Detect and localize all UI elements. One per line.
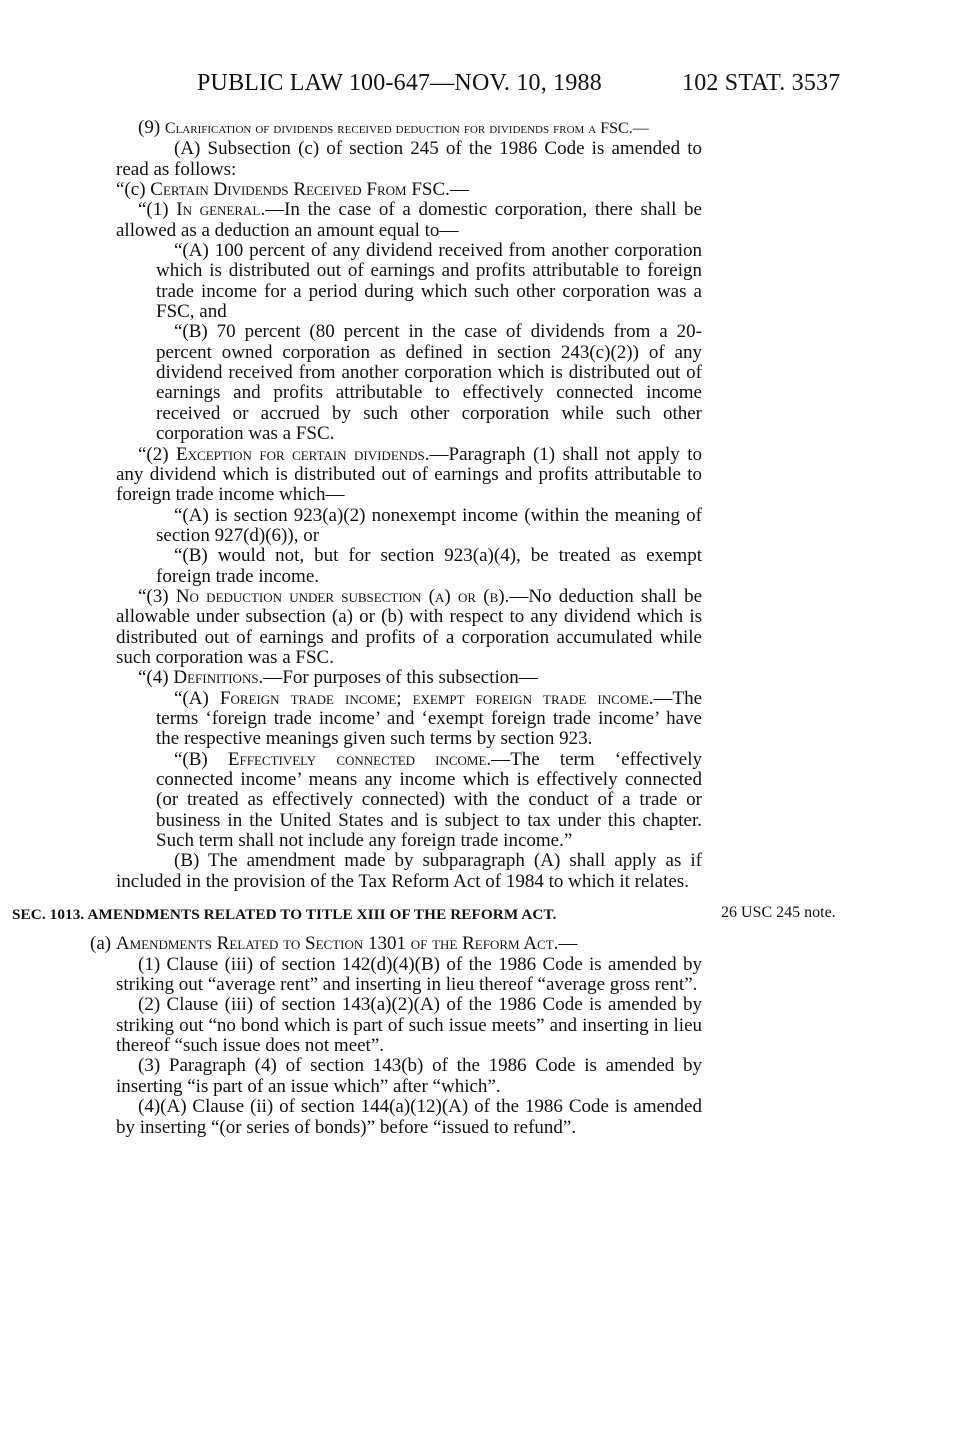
running-header-title: PUBLIC LAW 100-647—NOV. 10, 1988 (197, 70, 602, 96)
subsection-a4a: (4)(A) Clause (ii) of section 144(a)(12)(A) of the 1986 Code is amended by inserting “(or series of bonds)” before “issued to refund”. (116, 1096, 702, 1138)
para-9-heading: (9) Clarification of dividends received deduction for dividends from a FSC.— (138, 117, 649, 138)
subsection-a-heading: (a) Amendments Related to Section 1301 of the Reform Act.— (90, 933, 578, 955)
para-c1b: “(B) 70 percent (80 percent in the case of dividends from a 20-percent owned corporation as defined in section 243(c)(2)) of any dividend received from another corporation which is distributed out of earnings and profits attributable to effectively connected income received or accrued by such other corporation while such other corporation was a FSC. (156, 321, 702, 445)
subsection-a2: (2) Clause (iii) of section 143(a)(2)(A) of the 1986 Code is amended by striking out “no bond which is part of such issue meets” and inserting in lieu thereof “such issue does not meet”. (116, 994, 702, 1057)
para-c4b: “(B) Effectively connected income.—The term ‘effectively connected income’ means any income which is effectively connected (or treated as effectively connected) with the conduct of a trade or business in the United States and is subject to tax under this chapter. Such term shall not include any foreign trade income.” (156, 748, 702, 852)
para-c3: “(3) No deduction under subsection (a) or (b).—No deduction shall be allowable under subsection (a) or (b) with respect to any dividend which is distributed out of earnings and profits of a corporation accumulated while such corporation was a FSC. (116, 585, 703, 668)
para-c2a: “(A) is section 923(a)(2) nonexempt income (within the meaning of section 927(d)(6)), or (156, 504, 702, 546)
margin-citation-note: 26 USC 245 note. (721, 904, 836, 921)
subsection-a1: (1) Clause (iii) of section 142(d)(4)(B) of the 1986 Code is amended by striking out “average rent” and inserting in lieu thereof “average gross rent”. (116, 953, 702, 996)
section-heading: SEC. 1013. AMENDMENTS RELATED TO TITLE XIII OF THE REFORM ACT. (12, 906, 557, 924)
document-body (12, 117, 703, 1138)
para-c4: “(4) Definitions.—For purposes of this subsection— (138, 667, 538, 689)
subsection-a3: (3) Paragraph (4) of section 143(b) of the 1986 Code is amended by inserting “is part of an issue which” after “which”. (116, 1055, 702, 1097)
para-c4a: “(A) Foreign trade income; exempt foreign trade income.—The terms ‘foreign trade income’ and ‘exempt foreign trade income’ have the respective meanings given such terms by section 923. (156, 687, 703, 750)
para-9a: (A) Subsection (c) of section 245 of the 1986 Code is amended to read as follows: (116, 138, 702, 180)
para-9b: (B) The amendment made by subparagraph (A) shall apply as if included in the provision of the Tax Reform Act of 1984 to which it relates. (116, 850, 702, 892)
para-c2: “(2) Exception for certain dividends.—Paragraph (1) shall not apply to any dividend which is distributed out of earnings and profits attributable to foreign trade income which— (116, 443, 703, 506)
para-c1a: “(A) 100 percent of any dividend received from another corporation which is distributed out of earnings and profits attributable to foreign trade income for a period during which such other corporation was a FSC, and (156, 240, 702, 323)
running-header-page: 102 STAT. 3537 (682, 70, 841, 96)
para-c2b: “(B) would not, but for section 923(a)(4), be treated as exempt foreign trade income. (156, 545, 702, 587)
para-c1: “(1) In general.—In the case of a domestic corporation, there shall be allowed as a deduction an amount equal to— (116, 199, 702, 241)
para-c-heading: “(c) Certain Dividends Received From FSC.— (116, 179, 469, 201)
